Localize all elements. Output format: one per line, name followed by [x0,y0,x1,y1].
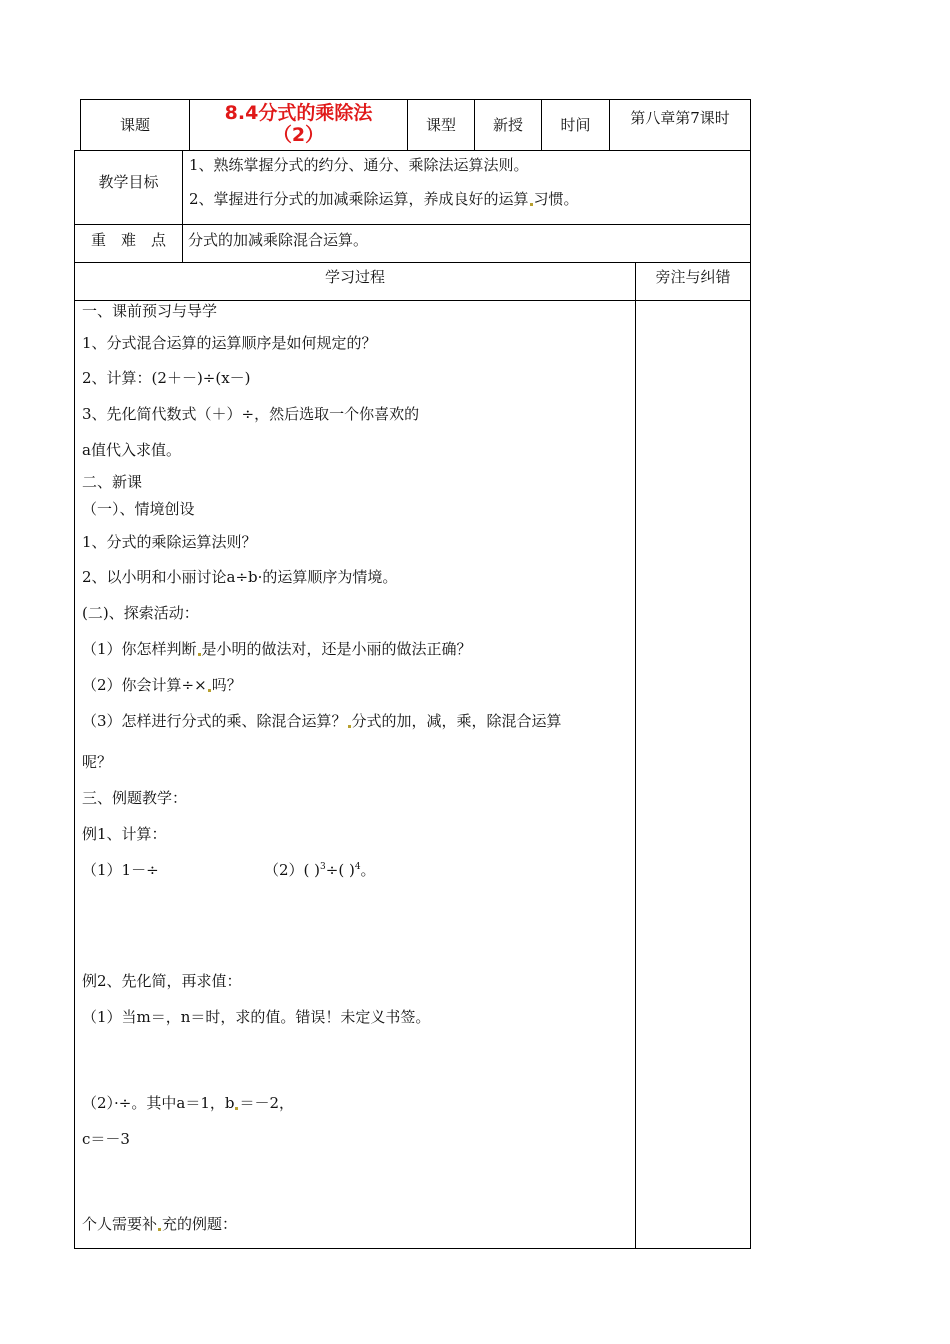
example-1-part-2-text-b: ÷( ) [325,861,355,879]
activity-1-text-a: （1）你怎样判断 [82,640,197,658]
activity-3-text-a: （3）怎样进行分式的乘、除混合运算？ [82,712,347,730]
section-2-question-2: 2、以小明和小丽讨论a÷b·的运算顺序为情境。 [82,568,398,586]
objective-item-1: 1、熟练掌握分式的约分、通分、乘除法运算法则。 [189,156,529,174]
objective-item-2-text-b: 习惯。 [533,190,579,208]
example-1-part-2-text-a: （2）( ) [264,861,321,879]
section-2-sub-2: (二)、探索活动： [82,604,199,622]
time-value: 第八章第7课时 [630,109,730,127]
extra-examples-text-a: 个人需要补 [82,1215,158,1233]
activity-3 [82,711,562,731]
section-1-question-3b: a值代入求值。 [82,441,181,459]
mark-dot [208,689,211,692]
extra-examples-text-b: 充的例题： [162,1215,238,1233]
mark-dot [348,725,351,728]
example-1-part-1: （1）1－÷ [82,861,159,879]
lesson-title-line1: 8.4分式的乘除法 [224,102,373,124]
topic-label: 课题 [119,116,150,134]
side-notes-header: 旁注与纠错 [655,268,731,286]
grid-line [74,224,750,225]
grid-line [74,1248,750,1249]
key-points-value: 分式的加减乘除混合运算。 [188,231,369,249]
activity-3-continued: 呢？ [82,753,113,771]
example-1-part-2 [264,860,376,880]
grid-line [182,150,183,263]
exponent: 4 [354,862,361,872]
time-label: 时间 [560,116,591,134]
activity-3-text-b: 分式的加，减，乘，除混合运算 [351,712,562,730]
grid-line [74,150,750,151]
grid-line [635,262,636,1249]
section-2-sub-1: （一）、情境创设 [82,500,195,518]
activity-1 [82,639,472,659]
section-2-title: 二、新课 [82,473,143,491]
example-1-part-2-text-c: 。 [360,861,376,879]
section-1-question-1: 1、分式混合运算的运算顺序是如何规定的？ [82,334,377,352]
objectives-label: 教学目标 [98,173,159,191]
key-points-label: 重 难 点 [90,231,166,249]
activity-2-text-a: （2）你会计算÷× [82,676,207,694]
example-2-part-2-text-b: ＝－2， [239,1094,295,1112]
grid-line [750,99,751,1249]
objective-item-2-text-a: 2、掌握进行分式的加减乘除运算，养成良好的运算 [189,190,529,208]
example-2-part-1: （1）当m＝，n＝时，求的值。错误！未定义书签。 [82,1008,431,1026]
section-2-question-1: 1、分式的乘除运算法则？ [82,533,257,551]
example-2-part-2-text-a: （2）·÷。其中a＝1，b [82,1094,235,1112]
example-2-title: 例2、先化简，再求值： [82,972,242,990]
example-1-title: 例1、计算： [82,825,167,843]
extra-examples-prompt [82,1214,237,1234]
activity-1-text-b: 是小明的做法对，还是小丽的做法正确？ [201,640,472,658]
objective-item-2 [189,189,579,209]
example-2-part-2-continued: c＝－3 [82,1130,130,1148]
grid-line [74,150,75,1249]
process-header: 学习过程 [324,268,385,286]
exponent: 3 [320,862,326,872]
section-1-title: 一、课前预习与导学 [82,302,218,320]
activity-2 [82,675,242,695]
mark-dot [198,653,201,656]
lesson-title-line2: （2） [272,124,325,146]
grid-line [80,99,750,100]
activity-2-text-b: 吗？ [211,676,242,694]
mark-dot [530,203,533,206]
section-1-question-3: 3、先化简代数式（＋）÷，然后选取一个你喜欢的 [82,405,420,423]
type-value: 新授 [492,116,523,134]
section-3-title: 三、例题教学： [82,789,188,807]
lesson-title [190,102,407,146]
type-label: 课型 [425,116,456,134]
example-2-part-2 [82,1093,294,1113]
section-1-question-2: 2、计算：(2＋－)÷(x－) [82,369,251,387]
grid-line [74,262,750,263]
mark-dot [158,1228,161,1231]
